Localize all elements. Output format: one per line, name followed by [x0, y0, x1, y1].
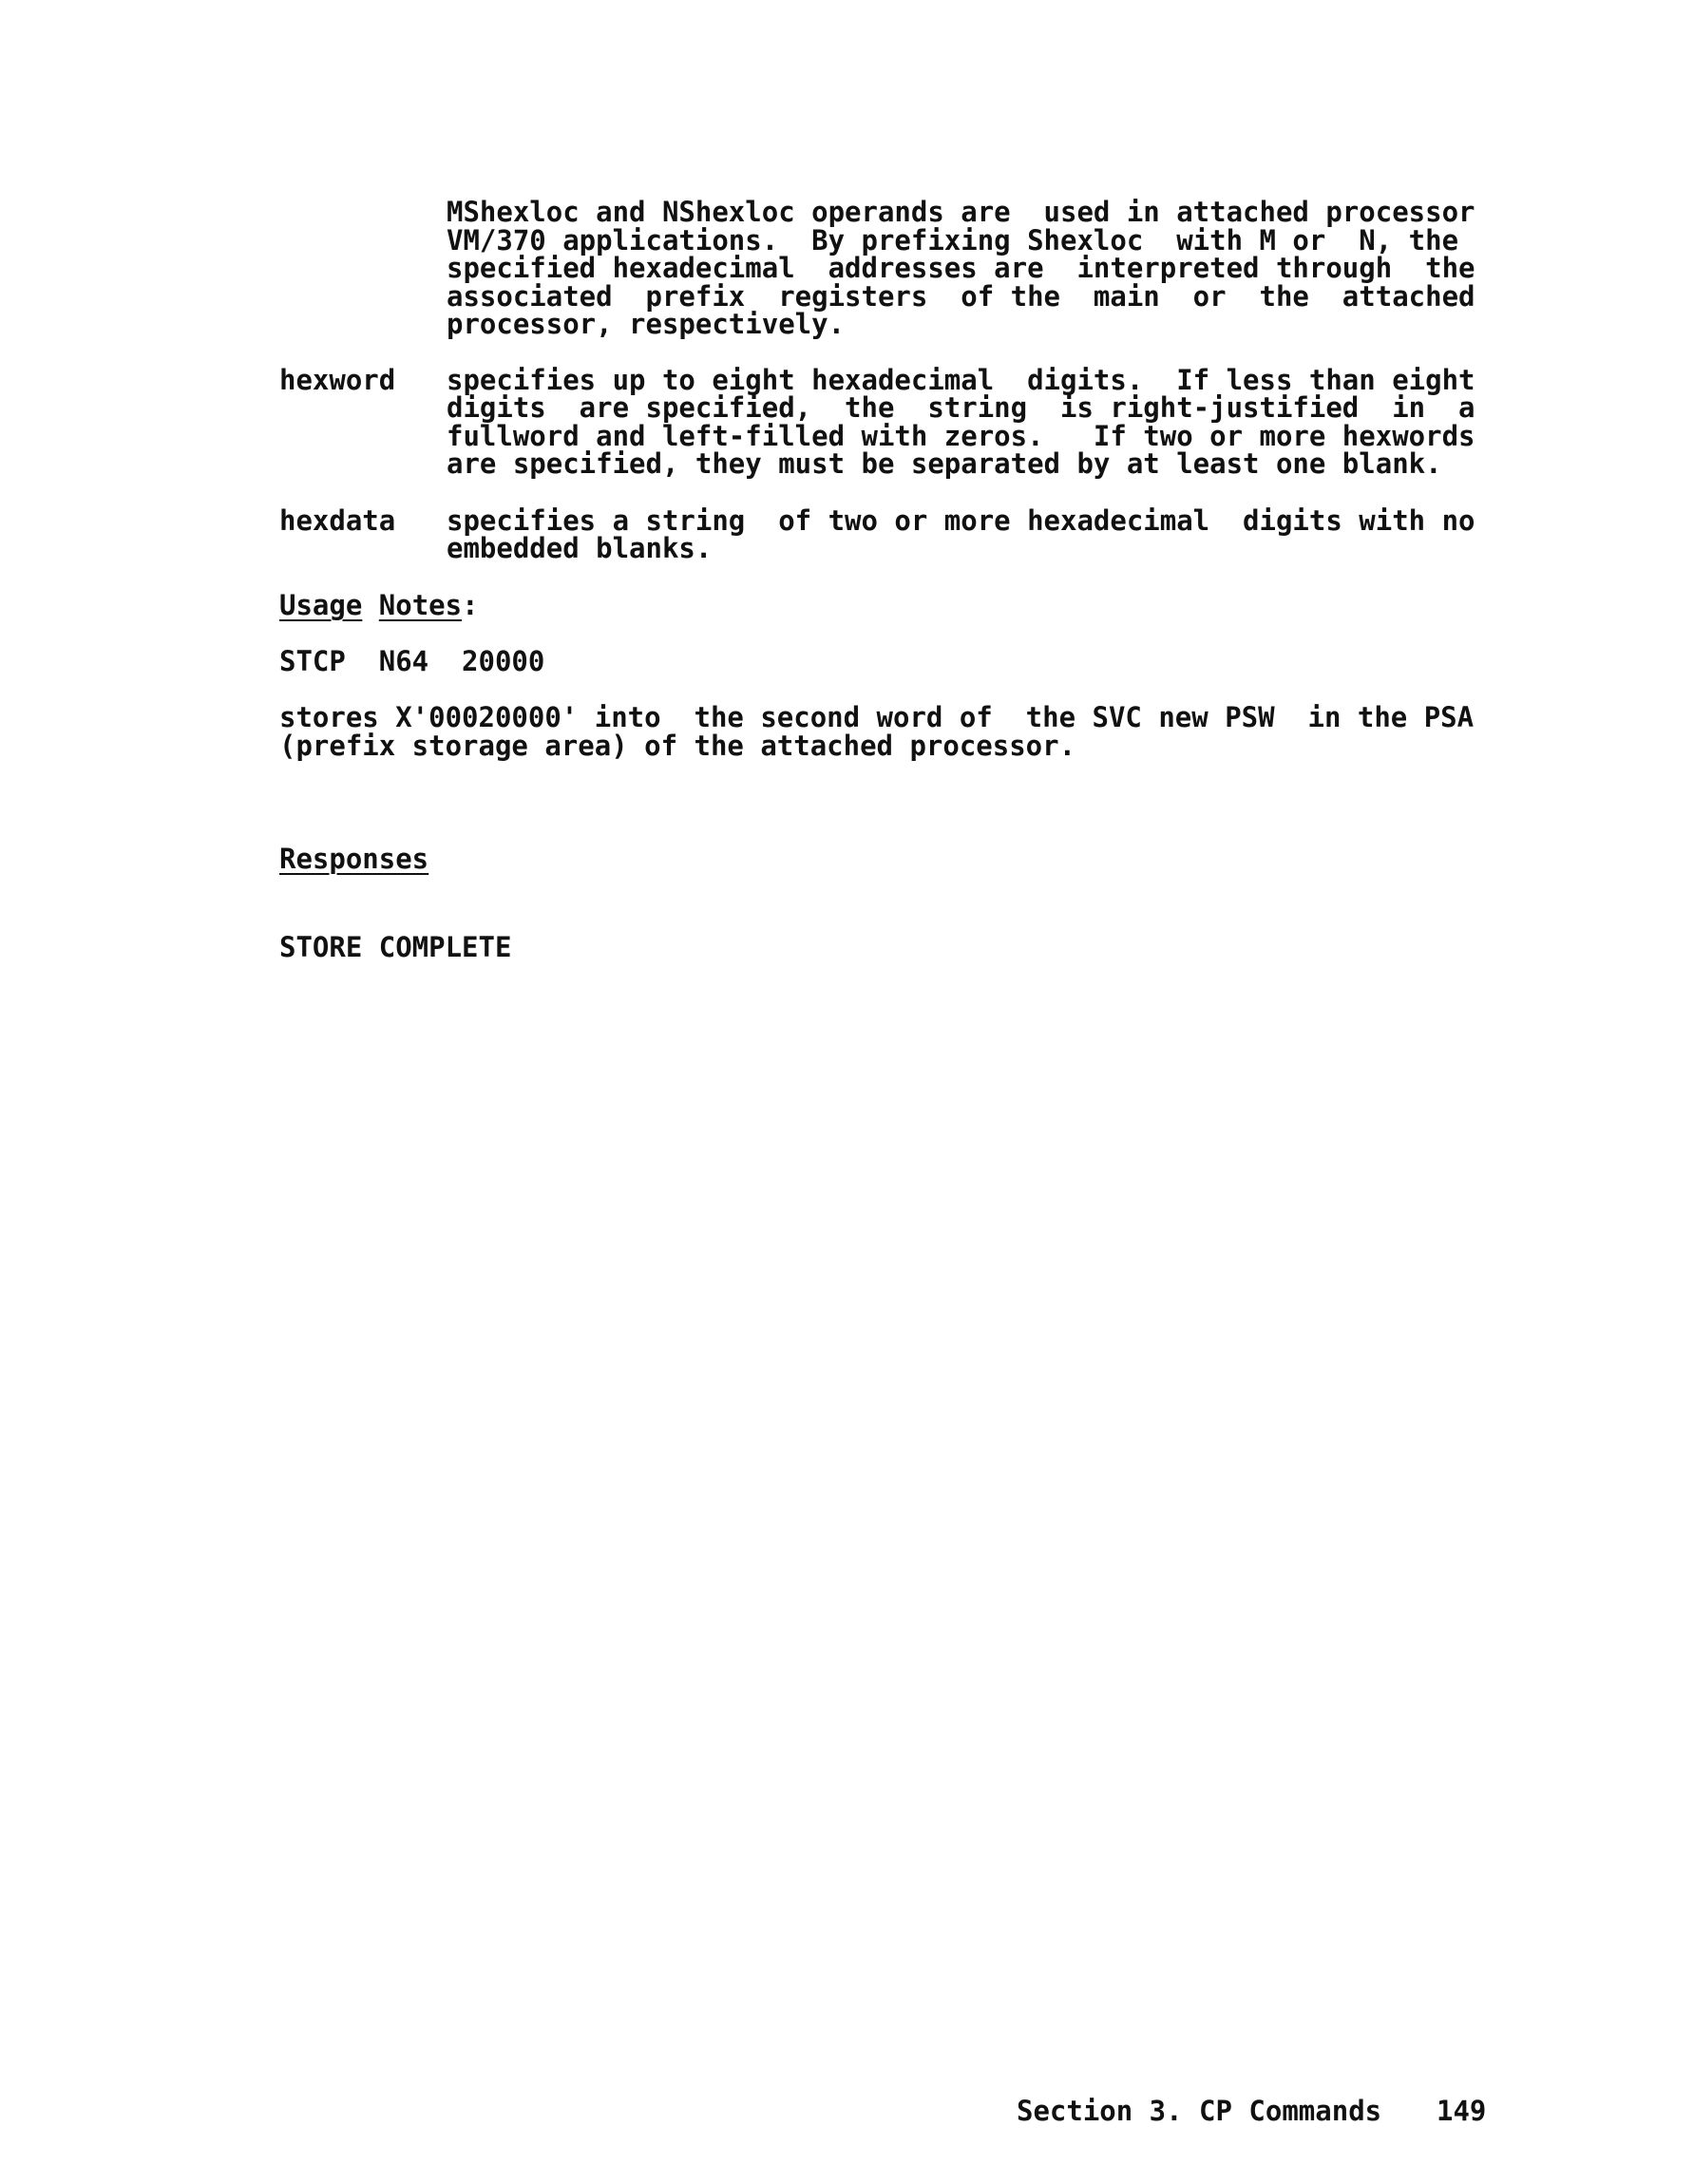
operand-term: hexword	[279, 364, 396, 396]
footer-page-number: 149	[1437, 2095, 1487, 2127]
usage-notes-heading	[279, 591, 479, 619]
operand-description-line: specifies a string of two or more hexadecimal digits with no	[447, 504, 1475, 537]
footer-section-label: Section 3. CP Commands	[1017, 2095, 1382, 2127]
paragraph-line: associated prefix registers of the main or the attached	[447, 280, 1475, 313]
operand-description-line: specifies up to eight hexadecimal digits. If less than eight	[447, 364, 1475, 396]
usage-heading-word: Usage	[279, 589, 363, 621]
operand-description-line: are specified, they must be separated by at least one blank.	[447, 447, 1442, 480]
responses-heading: Responses	[279, 843, 429, 875]
paragraph-line: processor, respectively.	[447, 308, 846, 340]
paragraph-line: specified hexadecimal addresses are interpreted through the	[447, 252, 1475, 284]
paragraph-line: MShexloc and NShexloc operands are used in attached processor	[447, 196, 1475, 228]
notes-heading-word: Notes	[378, 589, 463, 621]
example-explanation-line: stores X'00020000' into the second word of the SVC new PSW in the PSA	[279, 701, 1475, 733]
response-message: STORE COMPLETE	[279, 931, 512, 963]
paragraph-line: VM/370 applications. By prefixing Shexloc with M or N, the	[447, 224, 1459, 256]
heading-colon: :	[462, 589, 479, 621]
example-command: STCP N64 20000	[279, 645, 545, 677]
operand-description-line: digits are specified, the string is right-justified in a	[447, 391, 1475, 424]
example-explanation-line: (prefix storage area) of the attached processor.	[279, 730, 1076, 762]
operand-description-line: fullword and left-filled with zeros. If two or more hexwords	[447, 420, 1475, 452]
operand-term: hexdata	[279, 504, 396, 537]
operand-description-line: embedded blanks.	[447, 532, 713, 564]
